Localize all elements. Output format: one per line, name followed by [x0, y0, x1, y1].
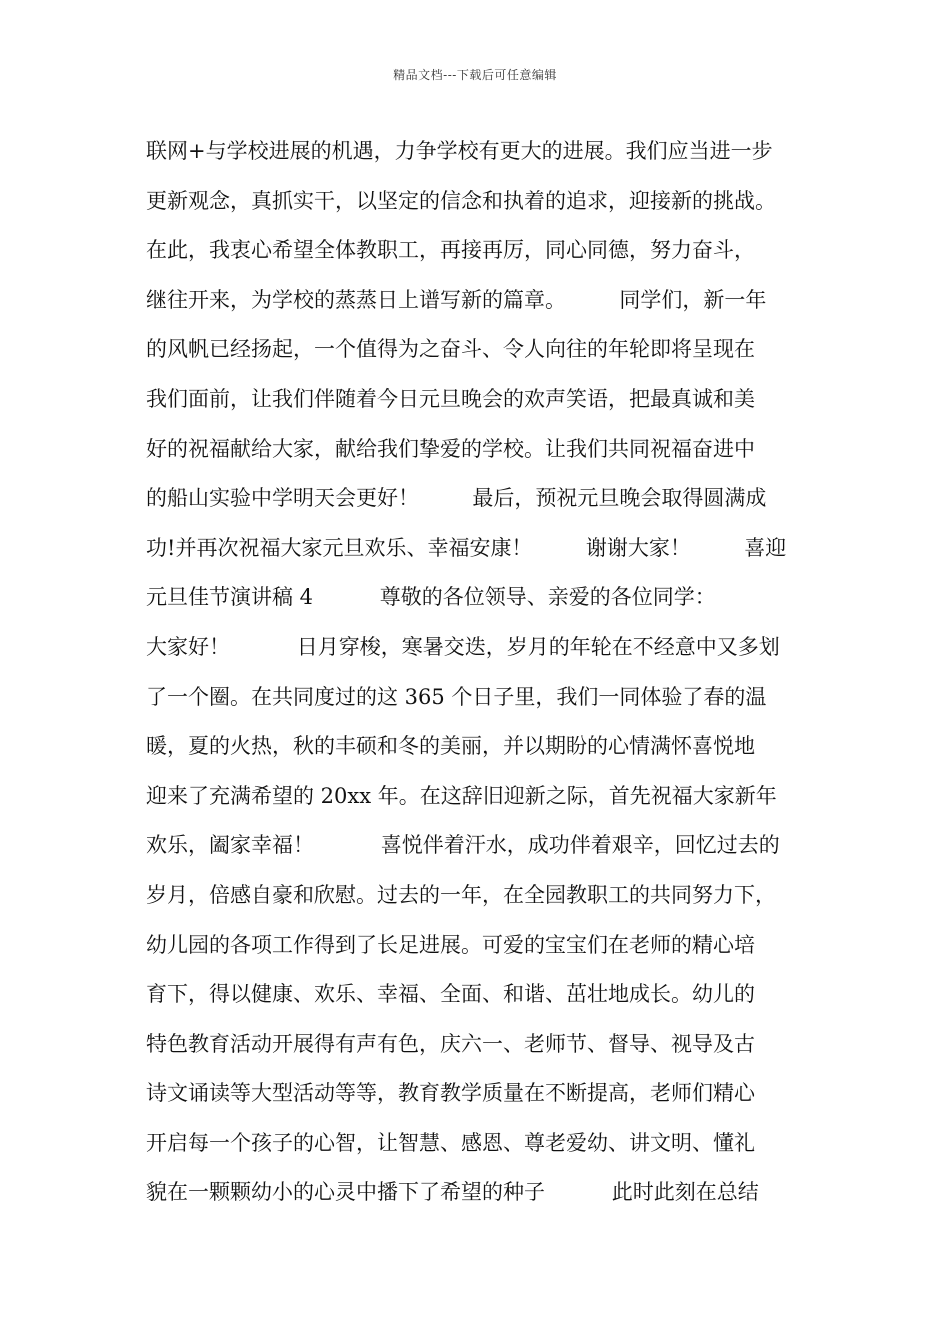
text-line: 育下，得以健康、欢乐、幸福、全面、和谐、茁壮地成长。幼儿的 — [146, 982, 755, 1007]
text-line: 诗文诵读等大型活动等等，教育教学质量在不断提高，老师们精心 — [146, 1081, 755, 1106]
text-line: 大家好！ 日月穿梭，寒暑交迭，岁月的年轮在不经意中又多划 — [146, 634, 780, 659]
text-line: 了一个圈。在共同度过的这 365 个日子里，我们一同体验了春的温 — [146, 684, 767, 709]
text-line: 欢乐，阖家幸福！ 喜悦伴着汗水，成功伴着艰辛，回忆过去的 — [146, 833, 780, 858]
text-line: 迎来了充满希望的 20xx 年。在这辞旧迎新之际，首先祝福大家新年 — [146, 783, 777, 808]
text-line: 幼儿园的各项工作得到了长足进展。可爱的宝宝们在老师的精心培 — [146, 932, 755, 957]
text-line: 特色教育活动开展得有声有色，庆六一、老师节、督导、视导及古 — [146, 1031, 755, 1056]
text-line: 元旦佳节演讲稿 4 尊敬的各位领导、亲爱的各位同学： — [146, 585, 716, 610]
text-line: 好的祝福献给大家，献给我们挚爱的学校。让我们共同祝福奋进中 — [146, 436, 755, 461]
text-line: 岁月，倍感自豪和欣慰。过去的一年，在全园教职工的共同努力下， — [146, 882, 776, 907]
text-line: 貌在一颗颗幼小的心灵中播下了希望的种子 此时此刻在总结 — [146, 1180, 759, 1205]
text-line: 继往开来，为学校的蒸蒸日上谱写新的篇章。 同学们，新一年 — [146, 287, 767, 312]
text-line: 联网+与学校进展的机遇，力争学校有更大的进展。我们应当进一步 — [146, 139, 773, 163]
text-line: 的船山实验中学明天会更好！ 最后，预祝元旦晚会取得圆满成 — [146, 486, 767, 511]
page-header: 精品文档---下载后可任意编辑 — [393, 68, 557, 82]
text-line: 暖，夏的火热，秋的丰硕和冬的美丽，并以期盼的心情满怀喜悦地 — [146, 734, 755, 759]
text-line: 开启每一个孩子的心智，让智慧、感恩、尊老爱幼、讲文明、懂礼 — [146, 1130, 755, 1155]
text-line: 功!并再次祝福大家元旦欢乐、幸福安康！ 谢谢大家！ 喜迎 — [146, 535, 787, 560]
text-line: 的风帆已经扬起，一个值得为之奋斗、令人向往的年轮即将呈现在 — [146, 337, 755, 362]
body-text — [146, 131, 836, 1222]
text-line: 在此，我衷心希望全体教职工，再接再厉，同心同德，努力奋斗， — [146, 238, 755, 263]
text-line: 我们面前，让我们伴随着今日元旦晚会的欢声笑语，把最真诚和美 — [146, 386, 755, 411]
text-line: 更新观念，真抓实干，以坚定的信念和执着的追求，迎接新的挑战。 — [146, 188, 776, 213]
